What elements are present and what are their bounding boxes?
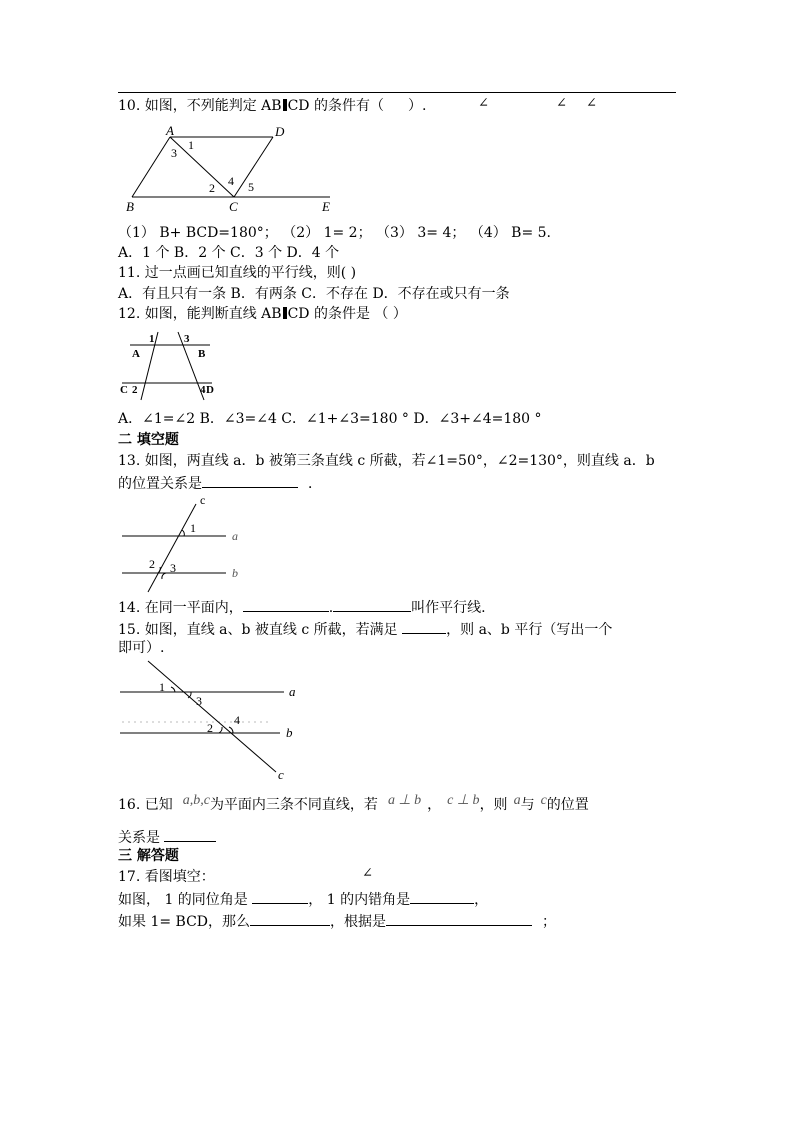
label-D: D (206, 384, 214, 396)
q10-angle-mark-3: ∠ (586, 96, 597, 111)
label-E: E (322, 199, 330, 214)
label-D: D (275, 124, 285, 139)
q17-line2: 如图， 1 的同位角是 ， 1 的内错角是 ， (118, 889, 488, 909)
q16-line1: 16. 已知 a,b,c为平面内三条不同直线，若 a ⊥ b ， c ⊥ b，则 a与 c的位置 (118, 793, 589, 813)
line-c (148, 661, 276, 772)
label-1: 1 (159, 680, 165, 694)
label-2: 2 (132, 384, 138, 396)
angle-arc-1 (182, 530, 184, 536)
q16-line2: 关系是 (118, 827, 216, 847)
label-b: b (232, 566, 238, 580)
q17-answer-blank-4[interactable] (386, 911, 532, 926)
line-AB (132, 137, 170, 197)
q13-line2: 的位置关系是 ． (118, 473, 322, 493)
q17-answer-blank-1[interactable] (252, 889, 308, 904)
line-AC (170, 137, 234, 197)
parallel-mark (283, 307, 287, 319)
label-3: 3 (184, 333, 190, 345)
q17-angle-mark: ∠ (362, 866, 373, 881)
section-solution-heading: 三 解答题 (118, 848, 179, 864)
label-c: c (278, 767, 284, 782)
q16-math-c: c (540, 793, 547, 808)
q11-options: A．有且只有一条 B．有两条 C．不存在 D．不存在或只有一条 (118, 286, 510, 302)
angle-label-4: 4 (228, 174, 234, 188)
q15-line2: 即可）. (118, 640, 165, 656)
label-C: C (229, 199, 238, 214)
label-B: B (198, 348, 206, 360)
label-3: 3 (170, 561, 176, 575)
section-fill-in-heading: 二 填空题 (118, 432, 179, 448)
label-1: 1 (149, 333, 155, 345)
label-4: 4 (234, 713, 240, 727)
label-2: 2 (149, 557, 155, 571)
q12-options: A．∠1=∠2 B．∠3=∠4 C．∠1+∠3=180 ° D．∠3+∠4=180 ° (118, 411, 542, 427)
q17-line3: 如果 1= BCD，那么 ，根据是 ； (118, 911, 556, 931)
q10-conditions: （1） B+ BCD=180°； （2） 1= 2； （3） 3= 4； （4） B= 5. (118, 225, 552, 241)
q16-math-c-perp-b: c ⊥ b (447, 793, 480, 808)
angle-label-2: 2 (209, 181, 215, 195)
label-a: a (232, 529, 238, 543)
q10-angle-mark-2: ∠ (556, 96, 567, 111)
line-c (148, 504, 196, 592)
label-a: a (289, 684, 296, 699)
angle-arc-2 (219, 727, 222, 733)
label-b: b (286, 725, 293, 740)
q10-stem: 10. 如图，不列能判定 AB CD 的条件有（ ）. (118, 98, 427, 114)
angle-arc-1 (171, 687, 175, 692)
label-B: B (126, 199, 134, 214)
label-A: A (132, 348, 140, 360)
angle-arc-3 (162, 573, 166, 579)
angle-label-3: 3 (171, 146, 177, 160)
angle-label-5: 5 (248, 180, 254, 194)
label-C: C (120, 384, 128, 396)
q16-math-a-perp-b: a ⊥ b (387, 793, 422, 808)
q12-figure (118, 330, 218, 402)
q16-answer-blank[interactable] (164, 827, 216, 842)
q13-line1: 13. 如图，两直线 a．b 被第三条直线 c 所截，若∠1=50°，∠2=130°，则直线 a．b (118, 453, 655, 469)
label-c: c (200, 493, 206, 507)
q17-answer-blank-3[interactable] (250, 911, 330, 926)
q16-math-a: a (513, 793, 521, 808)
angle-label-1: 1 (188, 138, 194, 152)
q10-angle-mark-1: ∠ (478, 96, 489, 111)
label-A: A (166, 123, 174, 138)
q13-figure (118, 494, 258, 594)
q15-answer-blank[interactable] (402, 619, 446, 634)
label-3: 3 (196, 694, 202, 708)
q17-line1: 17. 看图填空： (118, 869, 215, 885)
q13-answer-blank[interactable] (202, 473, 298, 488)
q14-answer-blank-1[interactable] (243, 597, 329, 612)
angle-arc-3 (188, 692, 191, 698)
q14-line: 14. 在同一平面内， . 叫作平行线. (118, 597, 486, 617)
q15-line1: 15. 如图，直线 a、b 被直线 c 所截，若满足 ，则 a、b 平行（写出一个 (118, 619, 612, 639)
q10-options: A．1 个 B．2 个 C．3 个 D．4 个 (118, 245, 340, 261)
parallel-mark (283, 99, 287, 111)
header-rule (118, 92, 676, 93)
q17-answer-blank-2[interactable] (410, 889, 474, 904)
q16-math-abc: a,b,c (182, 793, 210, 808)
q12-stem: 12. 如图，能判断直线 AB CD 的条件是 （ ） (118, 306, 407, 322)
label-4: 4 (200, 384, 206, 396)
q15-figure (118, 656, 318, 786)
label-2: 2 (207, 721, 213, 735)
label-1: 1 (190, 521, 196, 535)
q11-stem: 11. 过一点画已知直线的平行线，则( ) (118, 265, 357, 281)
q14-answer-blank-2[interactable] (333, 597, 411, 612)
q10-figure (118, 122, 338, 216)
